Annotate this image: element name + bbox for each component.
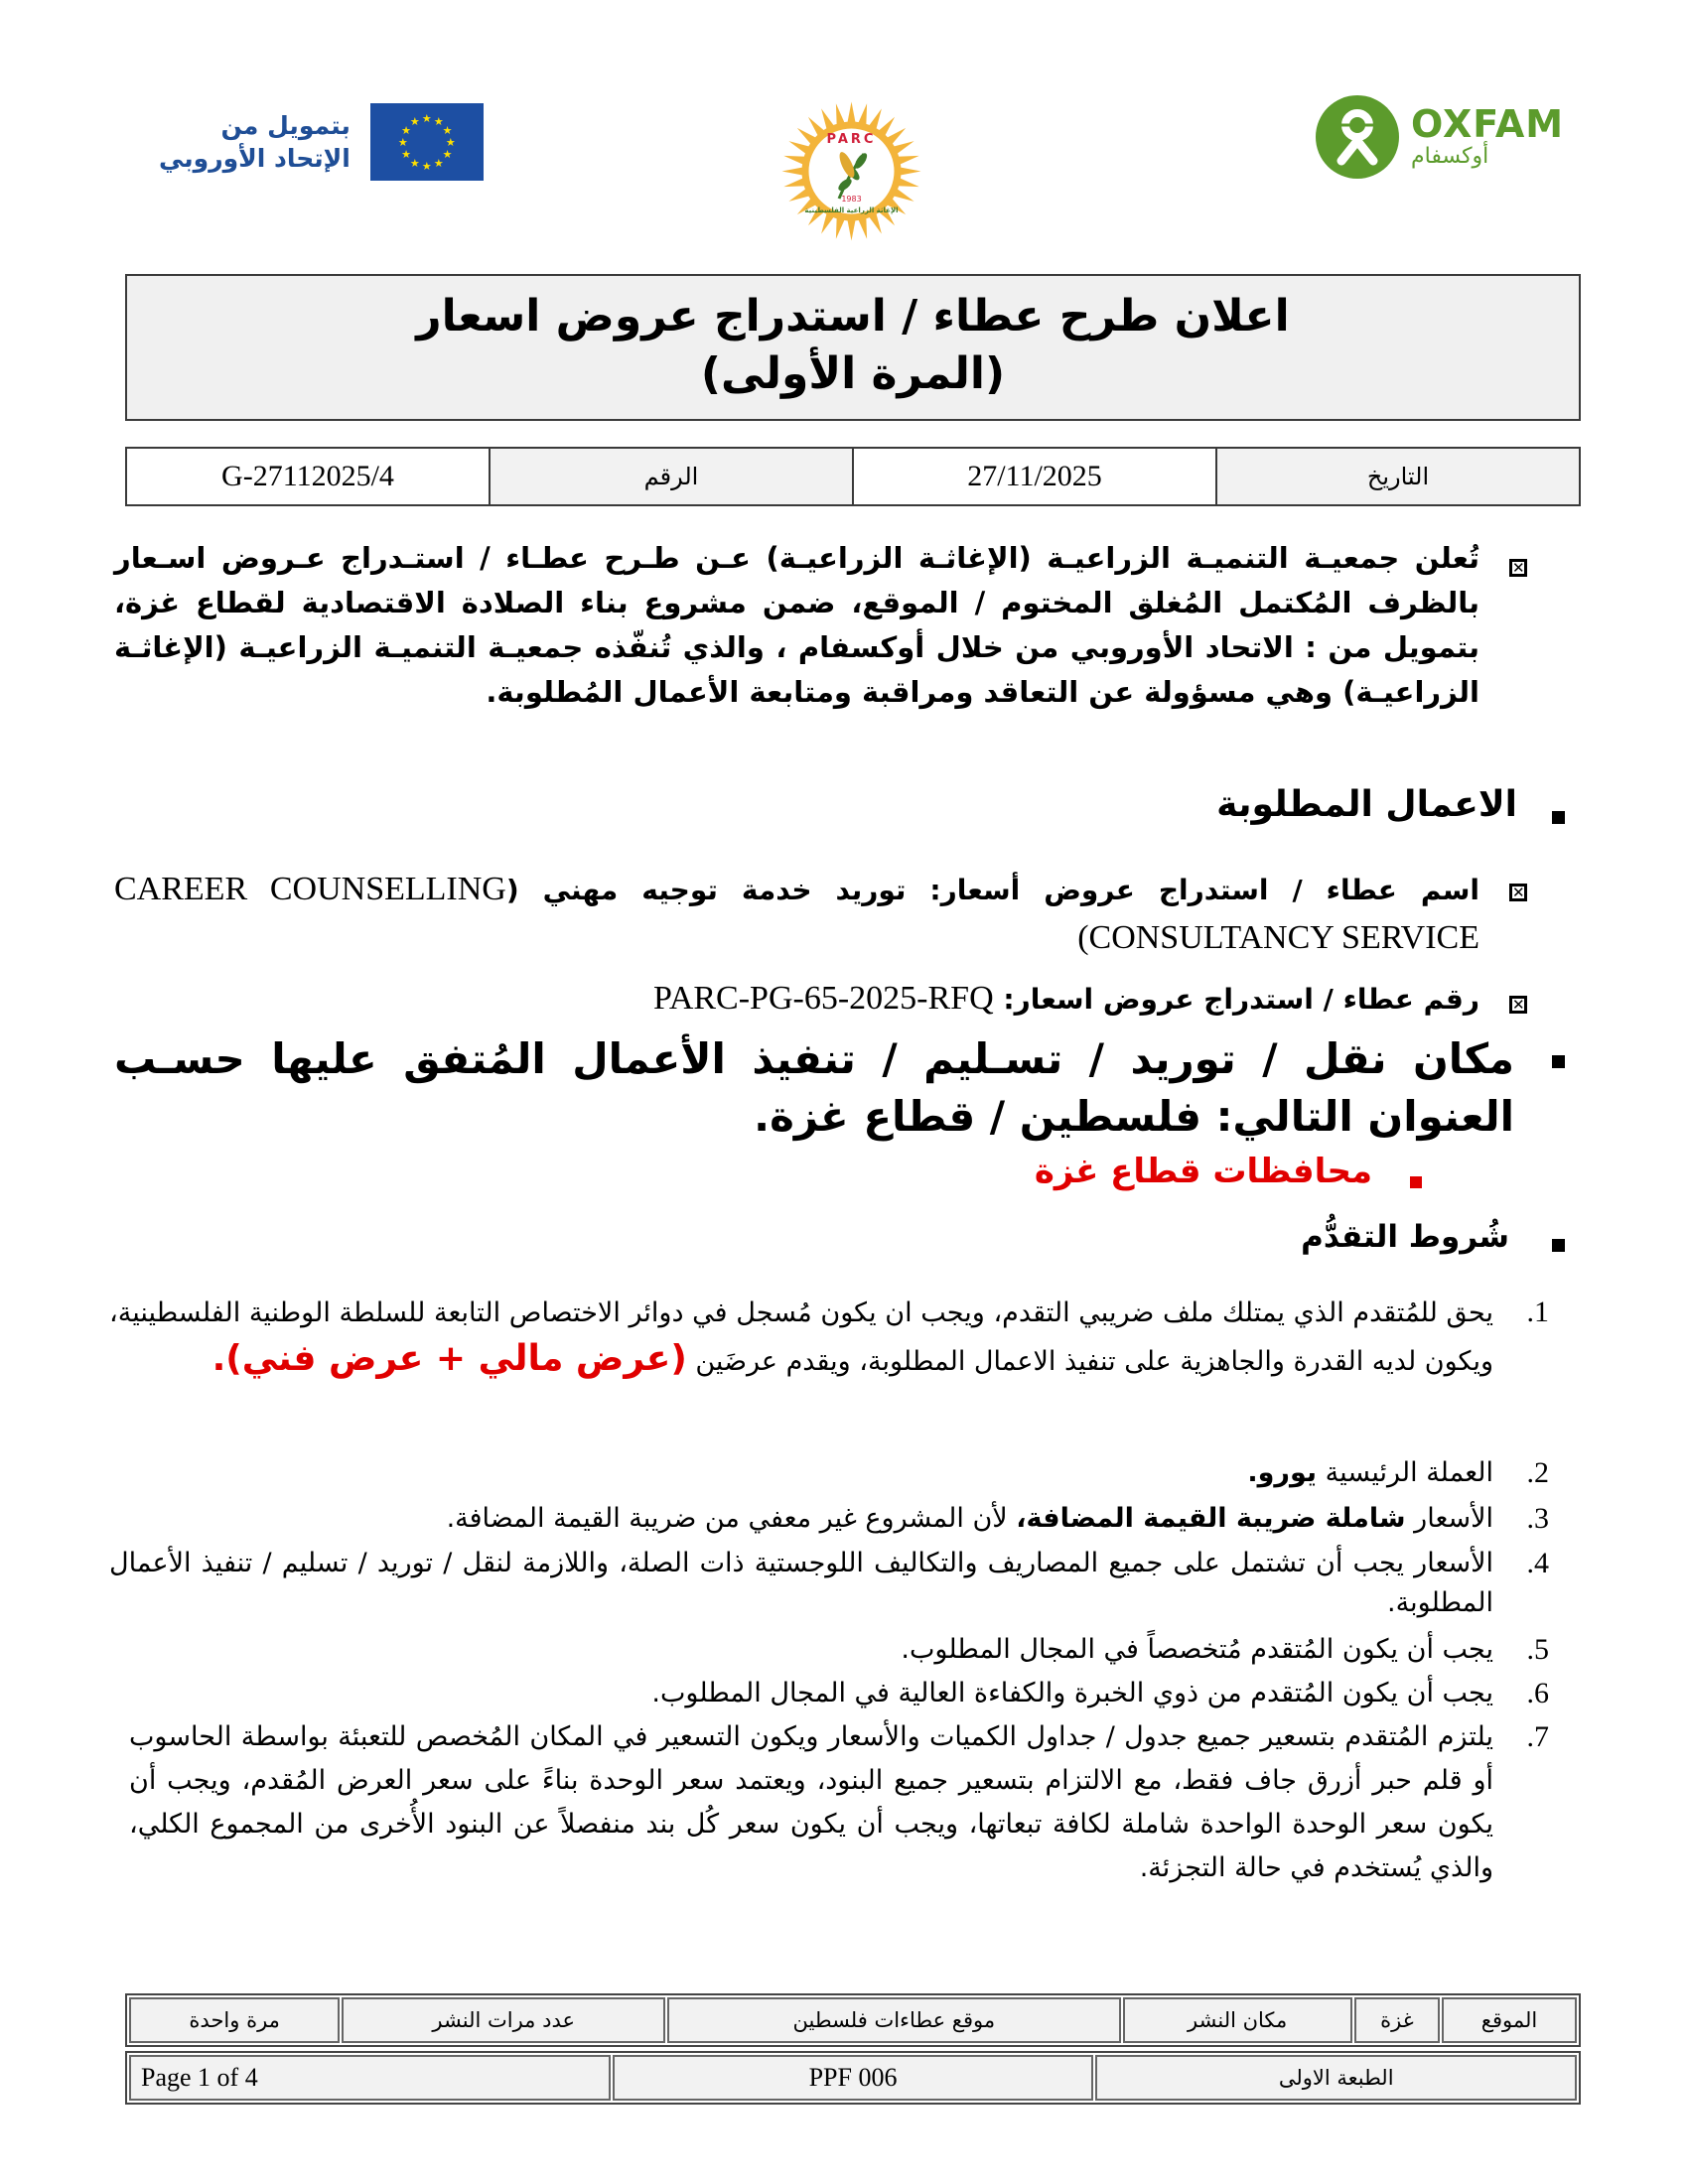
eu-funding-line2: الإتحاد الأوروبي — [159, 144, 351, 173]
condition-number: 4. — [1526, 1547, 1549, 1579]
date-value: 27/11/2025 — [853, 448, 1216, 505]
condition-highlight-offers: (عرض مالي + عرض فني). — [211, 1338, 687, 1379]
condition-text: يحق للمُتقدم الذي يمتلك ملف ضريبي التقدم، ويجب ان يكون مُسجل في دوائر الاختصاص التابعة للسلطة الوطنية الفلسطينية، ويكون لديه القدرة والجاهزية على تنفيذ الاعمال المطلوبة، ويقدم عرضَين — [109, 1297, 1493, 1377]
footer-cell-location-label: الموقع — [1442, 1997, 1577, 2043]
delivery-location-heading: مكان نقل / توريد / تسـليم / تنفيذ الأعمال المُتفق عليها حسـب العنوان التالي: فلسطين / قطاع غزة. — [114, 1034, 1514, 1141]
checkbox-x-icon: ✕ — [1509, 996, 1527, 1014]
parc-logo — [779, 99, 923, 243]
date-label: التاريخ — [1216, 448, 1580, 505]
condition-number: 5. — [1526, 1633, 1549, 1666]
eu-funding-text — [159, 109, 351, 175]
eu-star-icon: ★ — [442, 124, 453, 137]
eu-star-icon: ★ — [433, 156, 444, 170]
footer-cell-publish-place-label: مكان النشر — [1123, 1997, 1352, 2043]
bullet-square-icon — [1552, 1055, 1565, 1068]
condition-vat-bold: شاملة ضريبة القيمة المضافة، — [1016, 1503, 1406, 1534]
footer-cell-location-value: غزة — [1354, 1997, 1440, 2043]
condition-item-3 — [109, 1497, 1549, 1541]
announcement-title-box — [125, 274, 1581, 421]
condition-text-cont: لأن المشروع غير معفي من ضريبة القيمة المضافة. — [446, 1503, 1017, 1534]
condition-text: يلتزم المُتقدم بتسعير جميع جدول / جداول الكميات والأسعار ويكون التسعير في المكان المُخصص للتعبئة بواسطة الحاسوب أو قلم حبر أزرق جاف فقط، مع الالتزام بتسعير جميع البنود، ويعتمد سعر الوحدة بناءً على سعر العرض المُقدم، ويجب أن يكون سعر الوحدة الواحدة شاملة لكافة تبعاتها، ويجب أن يكون سعر كُل بند منفصلاً عن البنود الأُخرى من المجموع الكلي، والذي يُستخدم في حالة التجزئة. — [129, 1721, 1493, 1883]
intro-project-name: بناء الصلادة الاقتصادية لقطاع غزة — [125, 586, 629, 619]
tender-name-en: CAREER COUNSELLING CONSULTANCY SERVICE) — [114, 871, 1479, 956]
oxfam-figure-icon — [1316, 95, 1399, 179]
bullet-square-red-icon — [1410, 1176, 1422, 1188]
parc-logo-arabic-name: الإغاثة الزراعية الفلسطينية — [804, 206, 899, 214]
eu-star-icon: ★ — [445, 136, 456, 149]
tender-number-label: رقم عطاء / استدراج عروض اسعار: — [993, 983, 1479, 1016]
reference-number-label: الرقم — [490, 448, 853, 505]
oxfam-name-ar: أوكسفام — [1411, 144, 1489, 169]
footer-form-code: PPF 006 — [613, 2055, 1094, 2101]
parc-logo-acronym: PARC — [826, 132, 877, 147]
oxfam-name-en: OXFAM — [1411, 102, 1565, 146]
condition-text: الأسعار يجب أن تشتمل على جميع المصاريف والتكاليف اللوجستية ذات الصلة، واللازمة لنقل / توريد / تسليم / تنفيذ الأعمال المطلوبة. — [109, 1548, 1493, 1618]
reference-number-value: G-27112025/4 — [126, 448, 490, 505]
checkbox-x-icon: ✕ — [1509, 884, 1527, 901]
condition-currency: يورو. — [1247, 1457, 1318, 1488]
tender-number-value: PARC-PG-65-2025-RFQ — [653, 980, 994, 1017]
condition-text: يجب أن يكون المُتقدم من ذوي الخبرة والكفاءة العالية في المجال المطلوب. — [651, 1678, 1493, 1708]
sun-ray-icon — [847, 218, 856, 240]
tender-name-label: اسم عطاء / استدراج عروض أسعار: توريد خدمة توجيه مهني ( — [505, 874, 1479, 906]
publication-info-table — [125, 1993, 1581, 2047]
condition-number: 7. — [1526, 1720, 1549, 1753]
condition-text: العملة الرئيسية — [1317, 1457, 1493, 1488]
sun-ray-icon — [782, 167, 804, 176]
intro-paragraph — [114, 536, 1479, 715]
eu-star-icon: ★ — [442, 148, 453, 161]
eu-star-icon: ★ — [401, 148, 411, 161]
announcement-subtitle: (المرة الأولى) — [700, 348, 1006, 399]
footer-edition: الطبعة الاولى — [1095, 2055, 1577, 2101]
parc-sun-emblem-icon — [779, 99, 923, 243]
bullet-square-icon — [1552, 1239, 1565, 1252]
condition-item-1 — [109, 1291, 1549, 1385]
bullet-square-icon — [1552, 811, 1565, 824]
condition-number: 1. — [1526, 1296, 1549, 1328]
eu-star-icon: ★ — [401, 124, 411, 137]
condition-item-7 — [109, 1715, 1549, 1890]
oxfam-logo — [1316, 95, 1564, 179]
eu-star-icon: ★ — [421, 160, 432, 173]
intro-text-b: ، بتمويل من : الاتحاد الأوروبي من خلال أوكسفام ، والذي تُنفّذه جمعيـة التنميـة الزراعيـة (الإغاثـة الزراعيـة) وهي مسؤولة عن التعاقد ومراقبة ومتابعة الأعمال المُطلوبة. — [114, 586, 1479, 709]
document-footer-table — [125, 2051, 1581, 2105]
condition-number: 2. — [1526, 1456, 1549, 1489]
announcement-title: اعلان طرح عطاء / استدراج عروض اسعار — [416, 291, 1290, 341]
condition-item-2 — [109, 1451, 1549, 1495]
eu-funding-logo — [159, 101, 484, 183]
eu-star-icon: ★ — [433, 115, 444, 129]
footer-cell-publish-count-label: عدد مرات النشر — [342, 1997, 665, 2043]
condition-text: يجب أن يكون المُتقدم مُتخصصاً في المجال المطلوب. — [901, 1634, 1493, 1665]
eu-star-icon: ★ — [421, 112, 432, 125]
footer-cell-publish-place-value: موقع عطاءات فلسطين — [667, 1997, 1120, 2043]
tender-number-item — [653, 975, 1479, 1024]
eu-star-icon: ★ — [409, 115, 420, 129]
condition-item-5 — [109, 1628, 1549, 1672]
eu-flag-icon — [370, 103, 484, 181]
footer-page-number: Page 1 of 4 — [129, 2055, 611, 2101]
condition-number: 6. — [1526, 1677, 1549, 1709]
condition-number: 3. — [1526, 1502, 1549, 1535]
sun-ray-icon — [899, 167, 920, 176]
gaza-governorates-item: محافظات قطاع غزة — [1034, 1152, 1372, 1191]
tender-name-item — [114, 866, 1479, 963]
conditions-heading: شُروط التقدُّم — [1301, 1219, 1509, 1255]
parc-logo-year: 1983 — [841, 195, 862, 204]
eu-funding-line1: بتمويل من — [220, 111, 351, 140]
condition-item-6 — [109, 1672, 1549, 1715]
footer-cell-publish-count-value: مرة واحدة — [129, 1997, 340, 2043]
eu-star-icon: ★ — [409, 156, 420, 170]
intro-text-a: تُعلن جمعيـة التنميـة الزراعيـة (الإغاثـة الزراعيـة) عـن طـرح عطـاء / استـدراج عـروض اسـعار بالظرف المُكتمل المُغلق المختوم / الموقع، ضمن مشروع — [114, 541, 1479, 619]
checkbox-x-icon: ✕ — [1509, 559, 1527, 577]
condition-text: الأسعار — [1405, 1503, 1493, 1534]
sun-ray-icon — [847, 102, 856, 124]
condition-item-4 — [109, 1544, 1549, 1623]
reference-info-table — [125, 447, 1581, 506]
eu-star-icon: ★ — [397, 136, 408, 149]
required-works-heading: الاعمال المطلوبة — [1216, 784, 1517, 825]
